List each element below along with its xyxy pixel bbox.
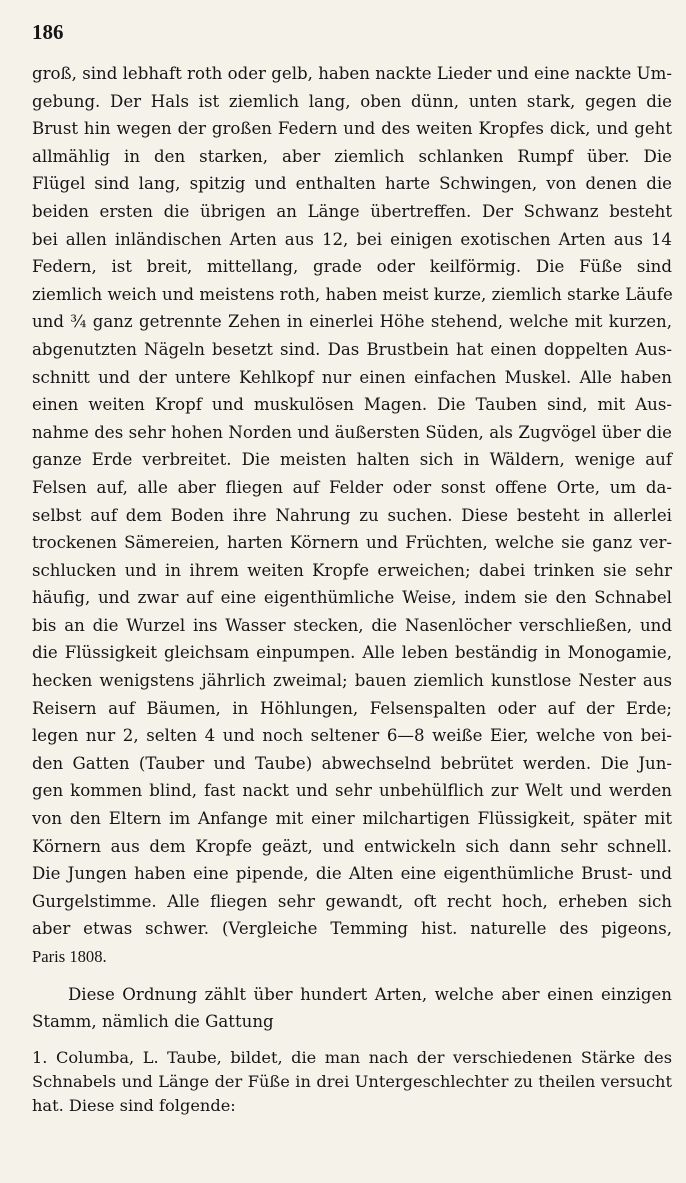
text-line: selbst auf dem Boden ihre Nahrung zu suchen. Diese besteht in allerlei xyxy=(32,505,672,525)
text-line: abgenutzten Nägeln besetzt sind. Das Brustbein hat einen doppelten Aus- xyxy=(32,339,672,359)
text-line: gebung. Der Hals ist ziemlich lang, oben dünn, unten stark, gegen die xyxy=(32,91,672,111)
text-line: schlucken und in ihrem weiten Kropfe erweichen; dabei trinken sie sehr xyxy=(32,560,672,580)
paragraph-order-summary xyxy=(32,981,672,1036)
text-line: Stamm, nämlich die Gattung xyxy=(32,1012,274,1032)
text-line: ganze Erde verbreitet. Die meisten halten sich in Wäldern, wenige auf xyxy=(32,450,672,470)
text-line: trockenen Sämereien, harten Körnern und Früchten, welche sie ganz ver- xyxy=(32,533,672,553)
text-line: schnitt und der untere Kehlkopf nur einen einfachen Muskel. Alle haben xyxy=(32,367,672,387)
paragraph-columba-entry xyxy=(32,1046,672,1118)
text-line: Reisern auf Bäumen, in Höhlungen, Felsenspalten oder auf der Erde; xyxy=(32,698,672,718)
page-number: 186 xyxy=(32,20,64,44)
text-line: Flügel sind lang, spitzig und enthalten harte Schwingen, von denen die xyxy=(32,174,672,194)
text-line: groß, sind lebhaft roth oder gelb, haben nackte Lieder und eine nackte Um- xyxy=(32,64,672,83)
text-line: Die Jungen haben eine pipende, die Alten eine eigenthümliche Brust- und xyxy=(32,864,672,884)
text-line: Gurgelstimme. Alle fliegen sehr gewandt, oft recht hoch, erheben sich xyxy=(32,891,672,911)
text-line: Felsen auf, alle aber fliegen auf Felder oder sonst offene Orte, um da- xyxy=(32,477,672,497)
text-line: aber etwas schwer. (Vergleiche Temming hist. naturelle des pigeons, xyxy=(32,919,672,939)
paragraph-gap xyxy=(32,971,672,981)
text-line: bei allen inländischen Arten aus 12, bei einigen exotischen Arten aus 14 xyxy=(32,229,672,249)
text-line: allmählig in den starken, aber ziemlich schlanken Rumpf über. Die xyxy=(32,146,672,166)
text-line: von den Eltern im Anfange mit einer milchartigen Flüssigkeit, später mit xyxy=(32,809,672,829)
paragraph-gap xyxy=(32,1036,672,1046)
text-line: legen nur 2, selten 4 und noch seltener 6—8 weiße Eier, welche von bei- xyxy=(32,726,672,746)
text-line: hecken wenigstens jährlich zweimal; bauen ziemlich kunstlose Nester aus xyxy=(32,671,672,691)
text-line: Brust hin wegen der großen Federn und des weiten Kropfes dick, und geht xyxy=(32,119,672,139)
text-line: 1. Columba, L. Taube, bildet, die man nach der verschiedenen Stärke des xyxy=(32,1047,672,1067)
text-line: nahme des sehr hohen Norden und äußersten Süden, als Zugvögel über die xyxy=(32,422,672,442)
text-line: gen kommen blind, fast nackt und sehr unbehülflich zur Welt und werden xyxy=(32,781,672,801)
text-line: Schnabels und Länge der Füße in drei Untergeschlechter zu theilen versucht xyxy=(32,1071,672,1091)
text-line: Körnern aus dem Kropfe geäzt, und entwickeln sich dann sehr schnell. xyxy=(32,836,672,856)
paragraph-pigeon-description xyxy=(32,60,672,971)
page-body xyxy=(32,60,672,1118)
text-line: Diese Ordnung zählt über hundert Arten, welche aber einen einzigen xyxy=(68,984,672,1004)
text-line: ziemlich weich und meistens roth, haben meist kurze, ziemlich starke Läufe xyxy=(32,284,673,304)
text-line: die Flüssigkeit gleichsam einpumpen. Alle leben beständig in Monogamie, xyxy=(32,643,672,663)
text-line: einen weiten Kropf und muskulösen Magen. Die Tauben sind, mit Aus- xyxy=(32,395,672,415)
text-line: häufig, und zwar auf eine eigenthümliche Weise, indem sie den Schnabel xyxy=(32,588,672,608)
text-line: Paris 1808. xyxy=(32,947,107,966)
text-line: bis an die Wurzel ins Wasser stecken, die Nasenlöcher verschließen, und xyxy=(32,615,672,635)
text-line: hat. Diese sind folgende: xyxy=(32,1095,236,1115)
text-line: den Gatten (Tauber und Taube) abwechselnd bebrütet werden. Die Jun- xyxy=(32,753,672,773)
text-line: und ¾ ganz getrennte Zehen in einerlei Höhe stehend, welche mit kurzen, xyxy=(32,312,672,332)
text-line: beiden ersten die übrigen an Länge übertreffen. Der Schwanz besteht xyxy=(32,201,672,221)
text-line: Federn, ist breit, mittellang, grade oder keilförmig. Die Füße sind xyxy=(32,257,672,277)
